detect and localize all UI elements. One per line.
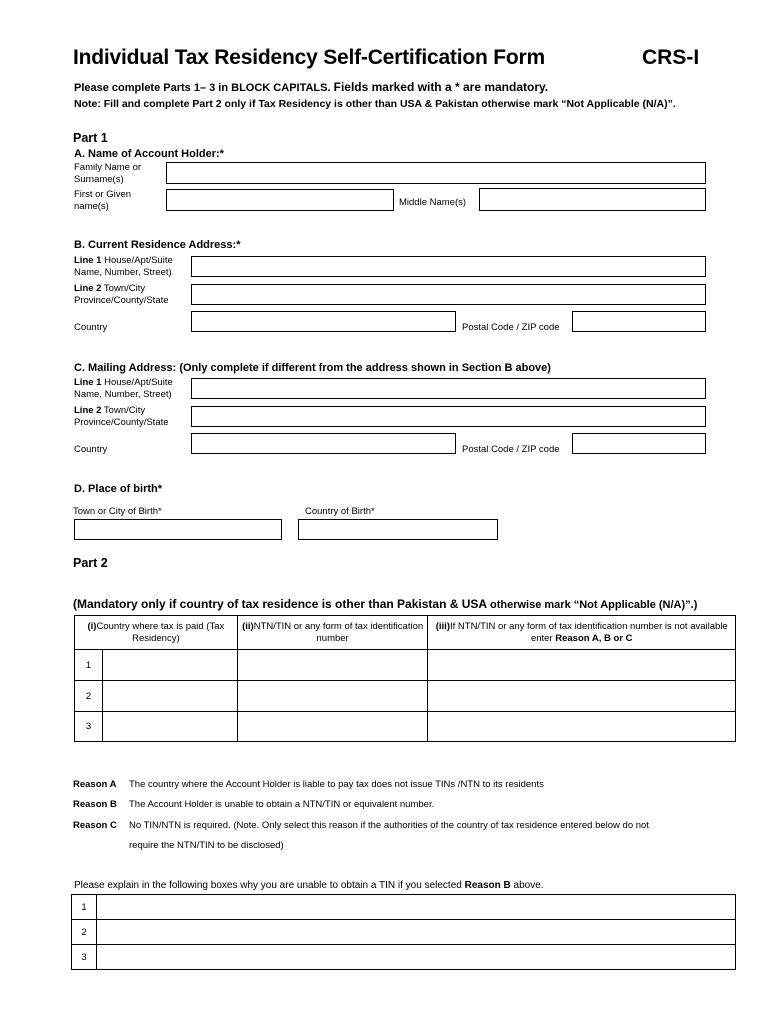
residence-line2-label: [74, 283, 190, 307]
header-reason: (iii)If NTN/TIN or any form of tax identification number is not available enter Reason A, B or C: [428, 616, 736, 650]
row-number: 1: [75, 650, 103, 681]
explain-table: [71, 894, 736, 970]
explain-row-number: 1: [72, 895, 97, 920]
mailing-country-field[interactable]: [191, 433, 456, 454]
birth-town-field[interactable]: [74, 519, 282, 540]
country-cell[interactable]: [102, 650, 237, 681]
country-cell[interactable]: [102, 681, 237, 712]
reason-cell[interactable]: [428, 681, 736, 712]
mailing-line2-field[interactable]: [191, 406, 706, 427]
form-code: CRS-I: [642, 46, 700, 69]
explain-row-number: 2: [72, 920, 97, 945]
mailing-line1-field[interactable]: [191, 378, 706, 399]
explain-row-number: 3: [72, 945, 97, 970]
country-cell[interactable]: [102, 712, 237, 742]
part2-mandatory-note: [73, 597, 697, 611]
part2-label: Part 2: [73, 556, 108, 570]
residence-line2-field[interactable]: [191, 284, 706, 305]
mailing-line1-bold: Line 1: [74, 377, 102, 388]
header-tin: (ii)NTN/TIN or any form of tax identification number: [237, 616, 428, 650]
part2-note-rest: otherwise mark “Not Applicable (N/A)”.): [489, 599, 698, 611]
explain-cell[interactable]: [96, 895, 735, 920]
reason-c-continuation: require the NTN/TIN to be disclosed): [129, 840, 284, 851]
tax-residency-table: [74, 615, 736, 742]
explain-instruction: Please explain in the following boxes why you are unable to obtain a TIN if you selected Reason B above.: [74, 880, 544, 891]
residence-line1-text: House/Apt/Suite Name, Number, Street): [74, 255, 173, 278]
family-name-field[interactable]: [166, 162, 706, 184]
mailing-line1-text: House/Apt/Suite Name, Number, Street): [74, 377, 173, 400]
middle-name-label: Middle Name(s): [399, 197, 467, 208]
mailing-line2-label: [74, 405, 190, 429]
tin-cell[interactable]: [237, 712, 428, 742]
reason-c: Reason C No TIN/NTN is required. (Note. Only select this reason if the authorities of the country of tax residence entered below do not: [73, 820, 649, 831]
table-row: [75, 712, 736, 742]
mailing-line2-text: Town/City Province/County/State: [74, 405, 169, 428]
residence-line1-field[interactable]: [191, 256, 706, 277]
mailing-postal-label: Postal Code / ZIP code: [462, 444, 560, 455]
middle-name-field[interactable]: [479, 188, 706, 211]
section-d-heading: D. Place of birth*: [74, 483, 163, 495]
residence-line1-label: [74, 255, 190, 279]
explain-row: [72, 945, 736, 970]
table-row: [75, 681, 736, 712]
mailing-postal-field[interactable]: [572, 433, 706, 454]
instruction-block-capitals: Please complete Parts 1– 3 in BLOCK CAPITALS.: [74, 82, 331, 94]
section-a-heading: A. Name of Account Holder:*: [74, 148, 224, 160]
instruction-mandatory: Fields marked with a * are mandatory.: [333, 80, 549, 94]
section-b-heading: B. Current Residence Address:*: [74, 239, 241, 251]
reason-a: Reason A The country where the Account Holder is liable to pay tax does not issue TINs /NTN to its residents: [73, 779, 544, 790]
reason-b: Reason B The Account Holder is unable to obtain a NTN/TIN or equivalent number.: [73, 799, 435, 810]
family-name-label: Family Name or Surname(s): [74, 162, 142, 185]
residence-line1-bold: Line 1: [74, 255, 102, 266]
reason-cell[interactable]: [428, 650, 736, 681]
row-number: 3: [75, 712, 103, 742]
explain-row: [72, 895, 736, 920]
part1-label: Part 1: [73, 131, 108, 145]
birth-country-label: Country of Birth*: [305, 506, 375, 517]
first-name-label: First or Given name(s): [74, 189, 132, 212]
residence-country-field[interactable]: [191, 311, 456, 332]
table-header-row: [75, 616, 736, 650]
part2-note-bold: (Mandatory only if country of tax residence is other than Pakistan & USA: [73, 597, 487, 611]
residence-line2-bold: Line 2: [74, 283, 102, 294]
section-c-heading: C. Mailing Address: (Only complete if different from the address shown in Section B above): [74, 362, 551, 374]
mailing-line2-bold: Line 2: [74, 405, 102, 416]
table-row: [75, 650, 736, 681]
residence-country-label: Country: [74, 322, 108, 333]
explain-row: [72, 920, 736, 945]
instructions: [74, 80, 548, 94]
first-name-field[interactable]: [166, 189, 394, 211]
tin-cell[interactable]: [237, 650, 428, 681]
mailing-line1-label: [74, 377, 190, 401]
residence-postal-field[interactable]: [572, 311, 706, 332]
residence-line2-text: Town/City Province/County/State: [74, 283, 169, 306]
reason-cell[interactable]: [428, 712, 736, 742]
residence-postal-label: Postal Code / ZIP code: [462, 322, 560, 333]
explain-cell[interactable]: [96, 945, 735, 970]
instruction-note: Note: Fill and complete Part 2 only if Tax Residency is other than USA & Pakistan otherwise mark “Not Applicable (N/A)”.: [74, 98, 676, 110]
tin-cell[interactable]: [237, 681, 428, 712]
header-country: (i)Country where tax is paid (Tax Residency): [75, 616, 238, 650]
mailing-country-label: Country: [74, 444, 108, 455]
birth-town-label: Town or City of Birth*: [73, 506, 162, 517]
birth-country-field[interactable]: [298, 519, 498, 540]
explain-cell[interactable]: [96, 920, 735, 945]
row-number: 2: [75, 681, 103, 712]
form-title: Individual Tax Residency Self-Certification Form: [73, 46, 545, 69]
